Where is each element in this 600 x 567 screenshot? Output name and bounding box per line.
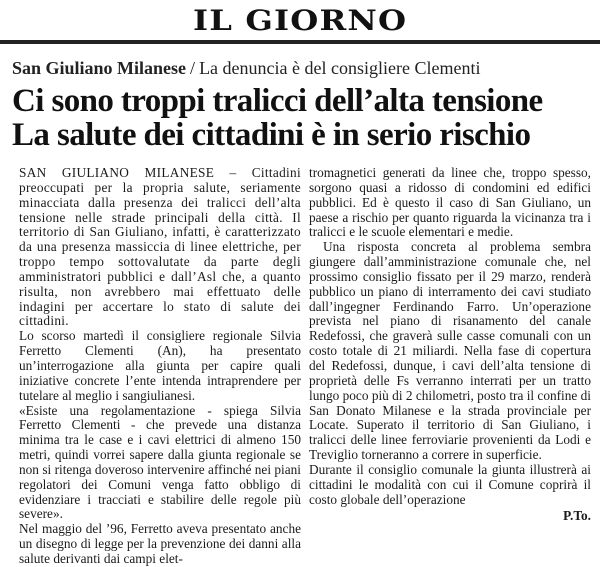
article-paragraph: Lo scorso martedì il consigliere regionale Silvia Ferretto Clementi (An), ha presentato un’interrogazione alla giunta per capire quali iniziative concrete l’ente intenda intraprendere per tutelare al meglio i sangiulianesi. (19, 328, 301, 403)
article-column-left (19, 166, 301, 567)
kicker-text: La denuncia è del consigliere Clementi (199, 58, 481, 78)
article-paragraph: SAN GIULIANO MILANESE – Cittadini preoccupati per la propria salute, seriamente minacciata dalla presenza dei tralicci dell’alta tensione nelle strade principali della città. Il territorio di San Giuliano, infatti, è caratterizzato da una presenza massiccia di linee elettriche, per troppo tempo sottovalutate da parte degli amministratori pubblici e dall’Asl che, a quanto risulta, non avrebbero mai effettuato delle indagini per accertare lo stato di salute dei cittadini. (19, 165, 301, 329)
kicker (12, 58, 592, 79)
article-paragraph: «Esiste una regolamentazione - spiega Silvia Ferretto Clementi - che prevede una distanza minima tra le case e i cavi elettrici di almeno 150 metri, quindi vorrei sapere dalla giunta regionale se non si ritenga doveroso intervenire affinché nei piani regolatori dei Comuni venga fatto obbligo di evidenziare i tracciati e stabilire delle regole più severe». (19, 402, 301, 522)
headline-line-2: La salute dei cittadini è in serio rischio (12, 117, 531, 153)
kicker-place: San Giuliano Milanese (12, 58, 187, 78)
article-paragraph: Una risposta concreta al problema sembra giungere dall’amministrazione comunale che, nel prossimo consiglio fissato per il 29 marzo, renderà pubblico un piano di interramento dei cavi studiato dall’ingegner Ferdinando Farro. Un’operazione prevista nel piano di risanamento del canale Redefossi, che graverà sulle casse comunali con un costo totale di 21 miliardi. Nella fase di copertura del Redefossi, dunque, i cavi dell’alta tensione di proprietà delle Fs verranno interrati per un tratto lungo poco più di 2 chilometri, posto tra il confine di San Donato Milanese e la strada provinciale per Locate. Superato il territorio di San Giuliano, i tralicci delle linee ferroviarie provenienti da Lodi e Treviglio torneranno a correre in superficie. (309, 239, 591, 463)
article-paragraph: Durante il consiglio comunale la giunta illustrerà ai cittadini le modalità con cui il Comune coprirà il costo globale dell’operazione (309, 461, 591, 507)
article-paragraph: tromagnetici generati da linee che, troppo spesso, sorgono quasi a ridosso di condomini ed edifici pubblici. Ed è questo il caso di San Giuliano, un paese a rischio per quanto riguarda la vicinanza tra i tralicci e le scuole elementari e medie. (309, 165, 591, 240)
masthead-rule (0, 40, 600, 44)
masthead (0, 0, 600, 44)
article-column-right (309, 166, 591, 524)
kicker-separator: / (190, 58, 196, 78)
article-paragraph: Nel maggio del ’96, Ferretto aveva presentato anche un disegno di legge per la prevenzione dei danni alla salute derivanti dai campi elet- (19, 521, 301, 566)
newspaper-title: IL GIORNO (192, 4, 408, 37)
headline-line-1: Ci sono troppi tralicci dell’alta tensione (12, 83, 543, 119)
author-signature: P.To. (563, 508, 591, 524)
